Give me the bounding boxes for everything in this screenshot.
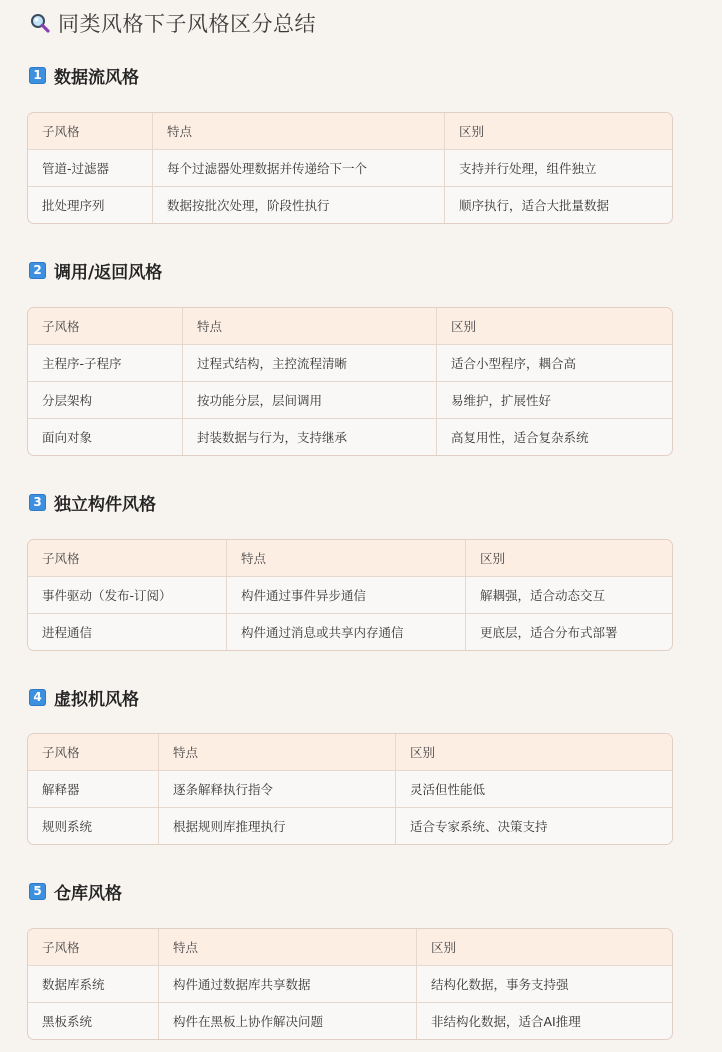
table-row xyxy=(28,966,672,1003)
table-cell: 构件通过消息或共享内存通信 xyxy=(227,614,466,650)
section-title: 独立构件风格 xyxy=(54,494,156,515)
table-cell: 适合专家系统、决策支持 xyxy=(410,819,548,834)
table-header-row xyxy=(28,540,672,577)
section-title: 调用/返回风格 xyxy=(54,262,163,283)
number-badge-icon: 2 xyxy=(29,262,46,279)
column-header: 特点 xyxy=(159,734,396,771)
table-cell: 进程通信 xyxy=(28,614,227,650)
table-row xyxy=(28,382,672,419)
table-cell: 事件驱动（发布-订阅） xyxy=(28,577,227,614)
number-badge-icon: 4 xyxy=(29,689,46,706)
table-row xyxy=(28,614,672,650)
table-cell: 数据库系统 xyxy=(28,966,159,1003)
section-3-table xyxy=(27,539,673,651)
table-cell: 高复用性，适合复杂系统 xyxy=(451,430,589,445)
table-cell: 顺序执行，适合大批量数据 xyxy=(459,198,610,213)
table-cell: 封装数据与行为，支持继承 xyxy=(183,419,437,455)
column-header: 特点 xyxy=(159,929,417,966)
table-cell: 数据按批次处理，阶段性执行 xyxy=(153,187,445,223)
column-header: 子风格 xyxy=(28,308,183,345)
table-row xyxy=(28,1003,672,1039)
number-badge-icon: 1 xyxy=(29,67,46,84)
section-title: 虚拟机风格 xyxy=(54,689,139,710)
table-row xyxy=(28,345,672,382)
section-4-heading xyxy=(29,686,139,708)
table-cell: 按功能分层，层间调用 xyxy=(183,382,437,419)
table-row xyxy=(28,771,672,808)
number-badge-icon: 3 xyxy=(29,494,46,511)
table-header-row xyxy=(28,308,672,345)
section-5-table xyxy=(27,928,673,1040)
table-cell: 管道-过滤器 xyxy=(28,150,153,187)
section-1-table xyxy=(27,112,673,224)
column-header: 区别 xyxy=(466,540,672,577)
table-header-row xyxy=(28,734,672,771)
table-cell: 结构化数据，事务支持强 xyxy=(417,966,672,1003)
table-cell: 非结构化数据，适合AI推理 xyxy=(431,1014,581,1029)
page-title: 同类风格下子风格区分总结 xyxy=(58,12,316,36)
column-header: 子风格 xyxy=(28,734,159,771)
section-title: 仓库风格 xyxy=(54,883,122,904)
table-header-row xyxy=(28,113,672,150)
table-cell: 更底层，适合分布式部署 xyxy=(480,625,618,640)
table-cell: 解释器 xyxy=(28,771,159,808)
table-cell: 批处理序列 xyxy=(28,187,153,223)
table-cell: 过程式结构，主控流程清晰 xyxy=(183,345,437,382)
table-cell: 分层架构 xyxy=(28,382,183,419)
page-header xyxy=(30,8,316,38)
table-cell: 主程序-子程序 xyxy=(28,345,183,382)
column-header: 特点 xyxy=(153,113,445,150)
table-cell: 易维护，扩展性好 xyxy=(437,382,672,419)
column-header: 区别 xyxy=(417,929,672,966)
section-title: 数据流风格 xyxy=(54,67,139,88)
table-cell: 支持并行处理，组件独立 xyxy=(445,150,672,187)
table-cell: 每个过滤器处理数据并传递给下一个 xyxy=(153,150,445,187)
section-5-heading xyxy=(29,880,122,902)
table-row xyxy=(28,577,672,614)
section-2-table xyxy=(27,307,673,456)
section-4-table xyxy=(27,733,673,845)
section-3-heading xyxy=(29,491,156,513)
table-cell: 面向对象 xyxy=(28,419,183,455)
table-row xyxy=(28,419,672,455)
table-header-row xyxy=(28,929,672,966)
column-header: 特点 xyxy=(227,540,466,577)
column-header: 区别 xyxy=(437,308,672,345)
table-row xyxy=(28,808,672,844)
magnifier-icon xyxy=(30,13,50,33)
table-cell: 适合小型程序，耦合高 xyxy=(437,345,672,382)
column-header: 子风格 xyxy=(28,929,159,966)
table-cell: 构件通过数据库共享数据 xyxy=(159,966,417,1003)
table-row xyxy=(28,150,672,187)
column-header: 子风格 xyxy=(28,113,153,150)
table-row xyxy=(28,187,672,223)
table-cell: 逐条解释执行指令 xyxy=(159,771,396,808)
table-cell: 解耦强，适合动态交互 xyxy=(466,577,672,614)
table-cell: 根据规则库推理执行 xyxy=(159,808,396,844)
section-1-heading xyxy=(29,64,139,86)
column-header: 区别 xyxy=(445,113,672,150)
column-header: 特点 xyxy=(183,308,437,345)
table-cell: 构件在黑板上协作解决问题 xyxy=(159,1003,417,1039)
table-cell: 规则系统 xyxy=(28,808,159,844)
column-header: 区别 xyxy=(396,734,672,771)
table-cell: 灵活但性能低 xyxy=(396,771,672,808)
section-2-heading xyxy=(29,259,162,281)
table-cell: 构件通过事件异步通信 xyxy=(227,577,466,614)
table-cell: 黑板系统 xyxy=(28,1003,159,1039)
number-badge-icon: 5 xyxy=(29,883,46,900)
column-header: 子风格 xyxy=(28,540,227,577)
